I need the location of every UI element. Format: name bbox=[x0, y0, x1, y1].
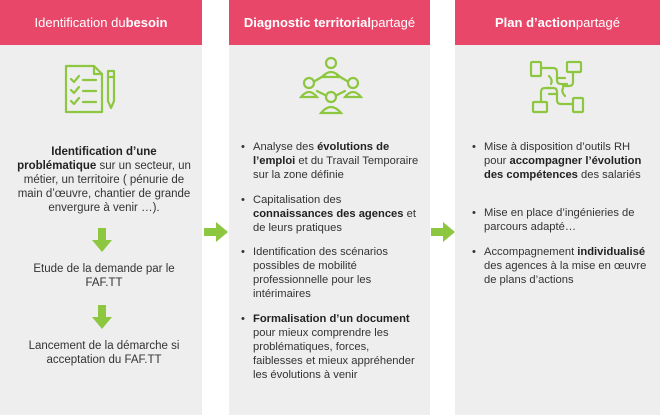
column-diagnostic bbox=[229, 0, 430, 415]
checklist-icon bbox=[60, 63, 118, 115]
header-besoin bbox=[0, 0, 202, 45]
plan-bullet-1-c: des salariés bbox=[577, 169, 641, 181]
diag-bullet-1-c: et du Travail Temporaire sur la zone définie bbox=[253, 155, 419, 181]
column-plan-action bbox=[455, 0, 660, 415]
diag-bullet-1-a: Analyse des bbox=[253, 141, 318, 153]
down-arrow-1 bbox=[92, 228, 112, 252]
plan-bullet-3-a: Accompagnement bbox=[484, 246, 578, 258]
plan-bullet-3-c: des agences à la mise en œuvre de plans d’actions bbox=[484, 260, 647, 286]
diag-bullet-4-c: pour mieux comprendre les problématiques, forces, faiblesses et mieux appréhender les évolutions à venir bbox=[253, 327, 415, 381]
header-diagnostic-bold: Diagnostic territorial bbox=[243, 15, 372, 30]
intro-bold: Identification d’une problématique bbox=[17, 146, 157, 172]
diag-bullet-2-b: connaissances des agences bbox=[253, 208, 404, 220]
header-plan-bold: Plan d’action bbox=[495, 15, 576, 30]
column-besoin bbox=[0, 0, 202, 415]
joined-hands-icon bbox=[527, 58, 587, 116]
header-plan-action bbox=[455, 0, 660, 45]
down-arrow-2 bbox=[92, 305, 112, 329]
diag-bullet-1 bbox=[253, 140, 422, 182]
people-network-icon bbox=[299, 55, 363, 115]
diag-bullet-4-b: Formalisation d’un document bbox=[253, 313, 410, 325]
right-arrow-2 bbox=[431, 222, 455, 242]
step-lancement: Lancement de la démarche si acceptation du FAF.TT bbox=[28, 340, 180, 366]
header-plan-post: partagé bbox=[575, 15, 620, 30]
plan-bullet-3-b: individualisé bbox=[577, 246, 646, 258]
header-besoin-bold: besoin bbox=[125, 15, 168, 30]
plan-bullet-1 bbox=[484, 140, 650, 182]
plan-bullet-3 bbox=[484, 245, 650, 287]
diag-bullet-3 bbox=[253, 245, 422, 301]
header-diagnostic bbox=[229, 0, 430, 45]
header-besoin-pre: Identification du bbox=[34, 15, 126, 30]
diag-bullet-3-a: Identification des scénarios possibles de mobilité professionnelle pour les intérimaires bbox=[253, 246, 388, 300]
diag-bullet-2 bbox=[253, 193, 422, 235]
plan-bullet-1-a: Mise à disposition d’outils RH pour bbox=[484, 141, 631, 167]
diag-bullet-1-b: évolutions de l’emploi bbox=[253, 141, 390, 167]
right-arrow-1 bbox=[204, 222, 228, 242]
diag-bullet-2-a: Capitalisation des bbox=[253, 194, 342, 206]
plan-bullet-2 bbox=[484, 206, 650, 234]
step-etude: Etude de la demande par le FAF.TT bbox=[33, 263, 175, 289]
diag-bullet-4 bbox=[253, 312, 422, 382]
intro-rest: sur un secteur, un métier, un territoire ( pénurie de main d’œuvre, chantier de grande envergure à venir …). bbox=[17, 160, 191, 214]
intro-text bbox=[14, 145, 194, 215]
plan-bullet-1-b: accompagner l’évolution des compétences bbox=[484, 155, 642, 181]
plan-bullet-2-a: Mise en place d’ingénieries de parcours adapté… bbox=[484, 207, 635, 233]
diag-bullet-2-c: et de leurs pratiques bbox=[253, 208, 416, 234]
header-diagnostic-post: partagé bbox=[371, 15, 416, 30]
